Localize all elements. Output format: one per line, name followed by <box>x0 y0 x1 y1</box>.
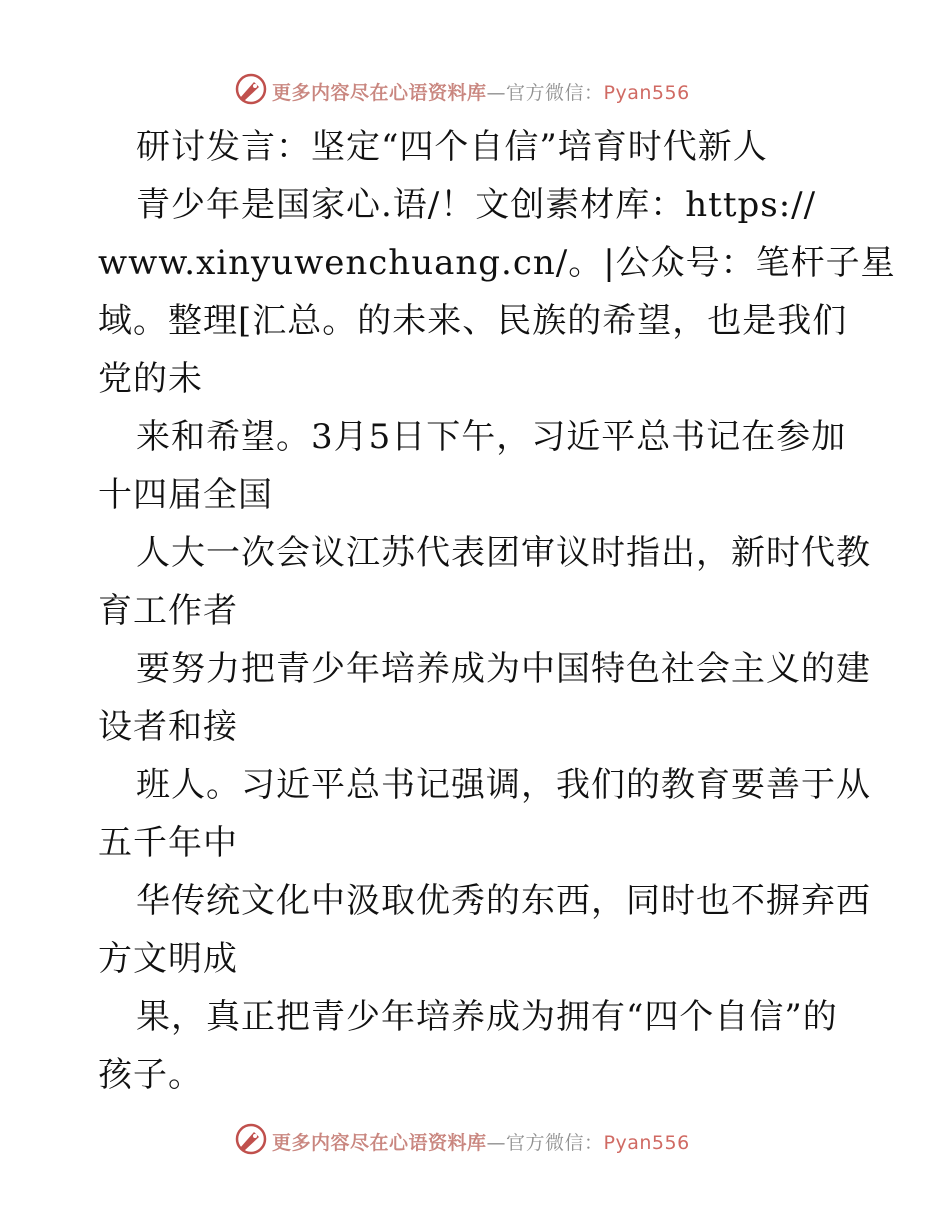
document-body <box>98 118 896 1104</box>
paragraph-line: 来和希望。3月5日下午，习近平总书记在参加 <box>136 417 847 457</box>
paragraph-line: 要努力把青少年培养成为中国特色社会主义的建 <box>136 649 871 689</box>
paragraph-line: 班人。习近平总书记强调，我们的教育要善于从 <box>136 765 871 805</box>
header-watermark <box>0 70 950 110</box>
watermark-wechat-label: 官方微信： <box>506 82 604 104</box>
watermark-dash: — <box>486 1132 507 1154</box>
footer-watermark <box>0 1120 950 1160</box>
paragraph-line: 党的未 <box>98 359 203 399</box>
paragraph-line: 人大一次会议江苏代表团审议时指出，新时代教 <box>136 533 871 573</box>
pen-nib-logo-icon <box>234 72 268 106</box>
watermark-wechat-id: Pyan556 <box>603 1132 690 1154</box>
paragraph-line: 方文明成 <box>98 939 238 979</box>
paragraph-line: 青少年是国家心.语/！文创素材库：https:// <box>136 185 817 225</box>
paragraph-line: 华传统文化中汲取优秀的东西，同时也不摒弃西 <box>136 881 871 921</box>
document-title: 研讨发言：坚定“四个自信”培育时代新人 <box>136 127 768 167</box>
paragraph-line: 十四届全国 <box>98 475 273 515</box>
paragraph-line: www.xinyuwenchuang.cn/。|公众号：笔杆子星 <box>98 243 896 283</box>
watermark-dash: — <box>486 82 507 104</box>
pen-nib-logo-icon <box>234 1122 268 1156</box>
watermark-main-text: 更多内容尽在心语资料库 <box>272 82 487 104</box>
watermark-main-text: 更多内容尽在心语资料库 <box>272 1132 487 1154</box>
paragraph-line: 五千年中 <box>98 823 238 863</box>
watermark-wechat-id: Pyan556 <box>603 82 690 104</box>
paragraph-line: 果，真正把青少年培养成为拥有“四个自信”的 <box>136 997 838 1037</box>
paragraph-line: 域。整理[汇总。的未来、民族的希望，也是我们 <box>98 301 848 341</box>
paragraph-line: 育工作者 <box>98 591 238 631</box>
paragraph-line: 设者和接 <box>98 707 238 747</box>
watermark-wechat-label: 官方微信： <box>506 1132 604 1154</box>
paragraph-line: 孩子。 <box>98 1055 203 1095</box>
